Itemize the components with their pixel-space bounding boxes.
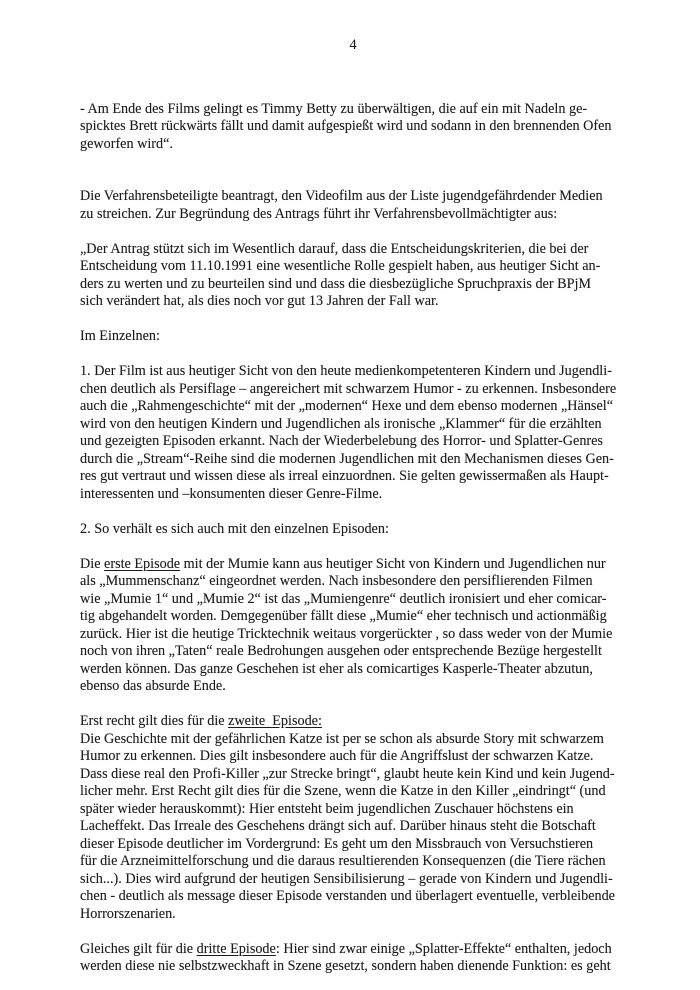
text-run: Die Verfahrensbeteiligte beantragt, den Videofilm aus der Liste jugendgefährdender Medien <box>80 188 603 204</box>
text-line <box>80 801 626 819</box>
text-line <box>80 871 626 889</box>
text-line <box>80 556 626 574</box>
text-run: wie „Mumie 1“ und „Mumie 2“ ist das „Mumiengenre“ deutlich ironisiert und eher comicar- <box>80 590 607 607</box>
text-line <box>80 906 626 924</box>
paragraph <box>80 941 626 976</box>
paragraph <box>80 328 626 346</box>
text-run: Lacheffekt. Das Irreale des Geschehens drängt sich auf. Darüber hinaus steht die Botschaft <box>80 818 596 834</box>
paragraph <box>80 241 626 311</box>
text-run: Gleiches gilt für die <box>80 940 197 957</box>
text-run: 2. So verhält es sich auch mit den einzelnen Episoden: <box>80 520 389 537</box>
text-line <box>80 888 626 906</box>
text-line <box>80 381 626 399</box>
paragraph <box>80 556 626 696</box>
text-run: licher mehr. Erst Recht gilt dies für die Szene, wenn die Katze in den Killer „eindringt“ (und <box>80 783 606 799</box>
text-run: später wieder herauskommt): Hier entsteht beim jugendlichen Zuschauer höchstens ein <box>80 800 574 817</box>
text-run: wird von den heutigen Kindern und Jugendlichen als ironische „Klammer“ für die erzählten <box>80 415 602 432</box>
document-body <box>80 101 626 976</box>
text-line <box>80 608 626 626</box>
text-line <box>80 573 626 591</box>
underlined-phrase: dritte Episode <box>196 940 276 957</box>
text-line <box>80 783 626 801</box>
text-run: interessenten und –konsumenten dieser Genre-Filme. <box>80 485 383 502</box>
text-line <box>80 451 626 469</box>
text-line <box>80 678 626 696</box>
text-line <box>80 416 626 434</box>
text-run: spicktes Brett rückwärts fällt und damit aufgespießt wird und sodann in den brennenden Ofen <box>80 118 612 134</box>
text-run: durch die „Stream“-Reihe sind die modernen Jugendlichen mit den Mechanismen dieses Gen- <box>80 450 614 467</box>
paragraph <box>80 363 626 503</box>
text-run: Humor zu erkennen. Dies gilt insbesondere auch für die Angriffslust der schwarzen Katze. <box>80 748 594 764</box>
text-line <box>80 766 626 784</box>
text-run: dieser Episode deutlicher im Vordergrund: Es geht um den Missbrauch von Versuchstieren <box>80 835 594 852</box>
text-run: Dass diese real den Profi-Killer „zur Strecke bringt“, glaubt heute kein Kind und kein Jugend- <box>80 765 615 782</box>
text-line <box>80 258 626 276</box>
text-run: ders zu werten und zu beurteilen sind und dass die diesbezügliche Spruchpraxis der BPjM <box>80 275 592 292</box>
text-line <box>80 136 626 154</box>
text-run: noch von ihren „Taten“ reale Bedrohungen ausgehen oder entsprechende Bezüge hergestellt <box>80 643 602 659</box>
text-line <box>80 101 626 119</box>
text-line <box>80 486 626 504</box>
text-run: Horrorszenarien. <box>80 905 176 922</box>
text-line <box>80 941 626 959</box>
text-run: werden können. Das ganze Geschehen ist eher als comicartiges Kasperle-Theater abzutun, <box>80 660 593 677</box>
text-line <box>80 626 626 644</box>
text-run: sich...). Dies wird aufgrund der heutigen Sensibilisierung – gerade von Kindern und Jugendli- <box>80 870 613 887</box>
text-run: Im Einzelnen: <box>80 328 160 344</box>
text-line <box>80 958 626 976</box>
text-line <box>80 591 626 609</box>
text-run: auch die „Rahmengeschichte“ mit der „modernen“ Hexe und dem ebenso modernen „Hänsel“ <box>80 398 613 414</box>
text-run: und gezeigten Episoden erkannt. Nach der Wiederbelebung des Horror- und Splatter-Genres <box>80 433 603 449</box>
text-line <box>80 836 626 854</box>
text-line <box>80 293 626 311</box>
underlined-phrase: zweite Episode: <box>228 713 322 729</box>
text-line <box>80 521 626 539</box>
text-run: chen - deutlich als message dieser Episode verstanden und überlagert eventuelle, verbleibende <box>80 888 615 904</box>
text-run: res gut vertraut und wissen diese als irreal einzuordnen. Sie gelten gewissermaßen als Haupt- <box>80 468 609 484</box>
text-line <box>80 731 626 749</box>
text-line <box>80 206 626 224</box>
paragraph <box>80 101 626 154</box>
text-line <box>80 818 626 836</box>
text-line <box>80 713 626 731</box>
underlined-phrase: erste Episode <box>104 555 181 572</box>
text-run: : Hier sind zwar einige „Splatter-Effekte“ enthalten, jedoch <box>275 940 612 957</box>
text-line <box>80 398 626 416</box>
text-run: sich verändert hat, als dies noch vor gut 13 Jahren der Fall war. <box>80 293 439 309</box>
text-line <box>80 433 626 451</box>
text-line <box>80 468 626 486</box>
text-line <box>80 188 626 206</box>
paragraph <box>80 188 626 223</box>
text-line <box>80 276 626 294</box>
text-run: mit der Mumie kann aus heutiger Sicht von Kindern und Jugendlichen nur <box>180 555 606 572</box>
text-line <box>80 328 626 346</box>
text-run: werden diese nie selbstzweckhaft in Szene gesetzt, sondern haben dienende Funktion: es geht <box>80 958 611 974</box>
text-run: 1. Der Film ist aus heutiger Sicht von den heute medienkompetenteren Kindern und Jugendli- <box>80 363 612 379</box>
text-run: „Der Antrag stützt sich im Wesentlich darauf, dass die Entscheidungskriterien, die bei der <box>80 240 589 257</box>
paragraph <box>80 713 626 923</box>
text-run: chen deutlich als Persiflage – angereichert mit schwarzem Humor - zu erkennen. Insbesondere <box>80 380 617 397</box>
text-run: - Am Ende des Films gelingt es Timmy Betty zu überwältigen, die auf ein mit Nadeln ge- <box>80 100 588 117</box>
text-line <box>80 363 626 381</box>
text-run: Die Geschichte mit der gefährlichen Katze ist per se schon als absurde Story mit schwarzem <box>80 730 604 747</box>
text-line <box>80 748 626 766</box>
text-run: tig abgehandelt worden. Demgegenüber fällt diese „Mumie“ eher technisch und actionmäßig <box>80 608 607 624</box>
text-run: als „Mummenschanz“ eingeordnet werden. Nach insbesondere den persiflierenden Filmen <box>80 573 593 589</box>
text-run: für die Arzneimittelforschung und die daraus resultierenden Konsequenzen (die Tiere rächen <box>80 853 606 869</box>
paragraph <box>80 521 626 539</box>
text-run: geworfen wird“. <box>80 135 173 152</box>
page-number: 4 <box>349 37 357 53</box>
text-run: Erst recht gilt dies für die <box>80 713 229 729</box>
text-line <box>80 853 626 871</box>
text-run: zu streichen. Zur Begründung des Antrags führt ihr Verfahrensbevollmächtigter aus: <box>80 205 558 222</box>
text-run: Entscheidung vom 11.10.1991 eine wesentliche Rolle gespielt haben, aus heutiger Sicht an- <box>80 258 601 274</box>
text-run: Die <box>80 555 105 572</box>
text-run: zurück. Hier ist die heutige Tricktechnik weitaus vorgerückter , so dass weder von der Mumie <box>80 625 613 642</box>
text-line <box>80 661 626 679</box>
text-run: ebenso das absurde Ende. <box>80 678 226 694</box>
text-line <box>80 241 626 259</box>
text-line <box>80 643 626 661</box>
text-line <box>80 118 626 136</box>
